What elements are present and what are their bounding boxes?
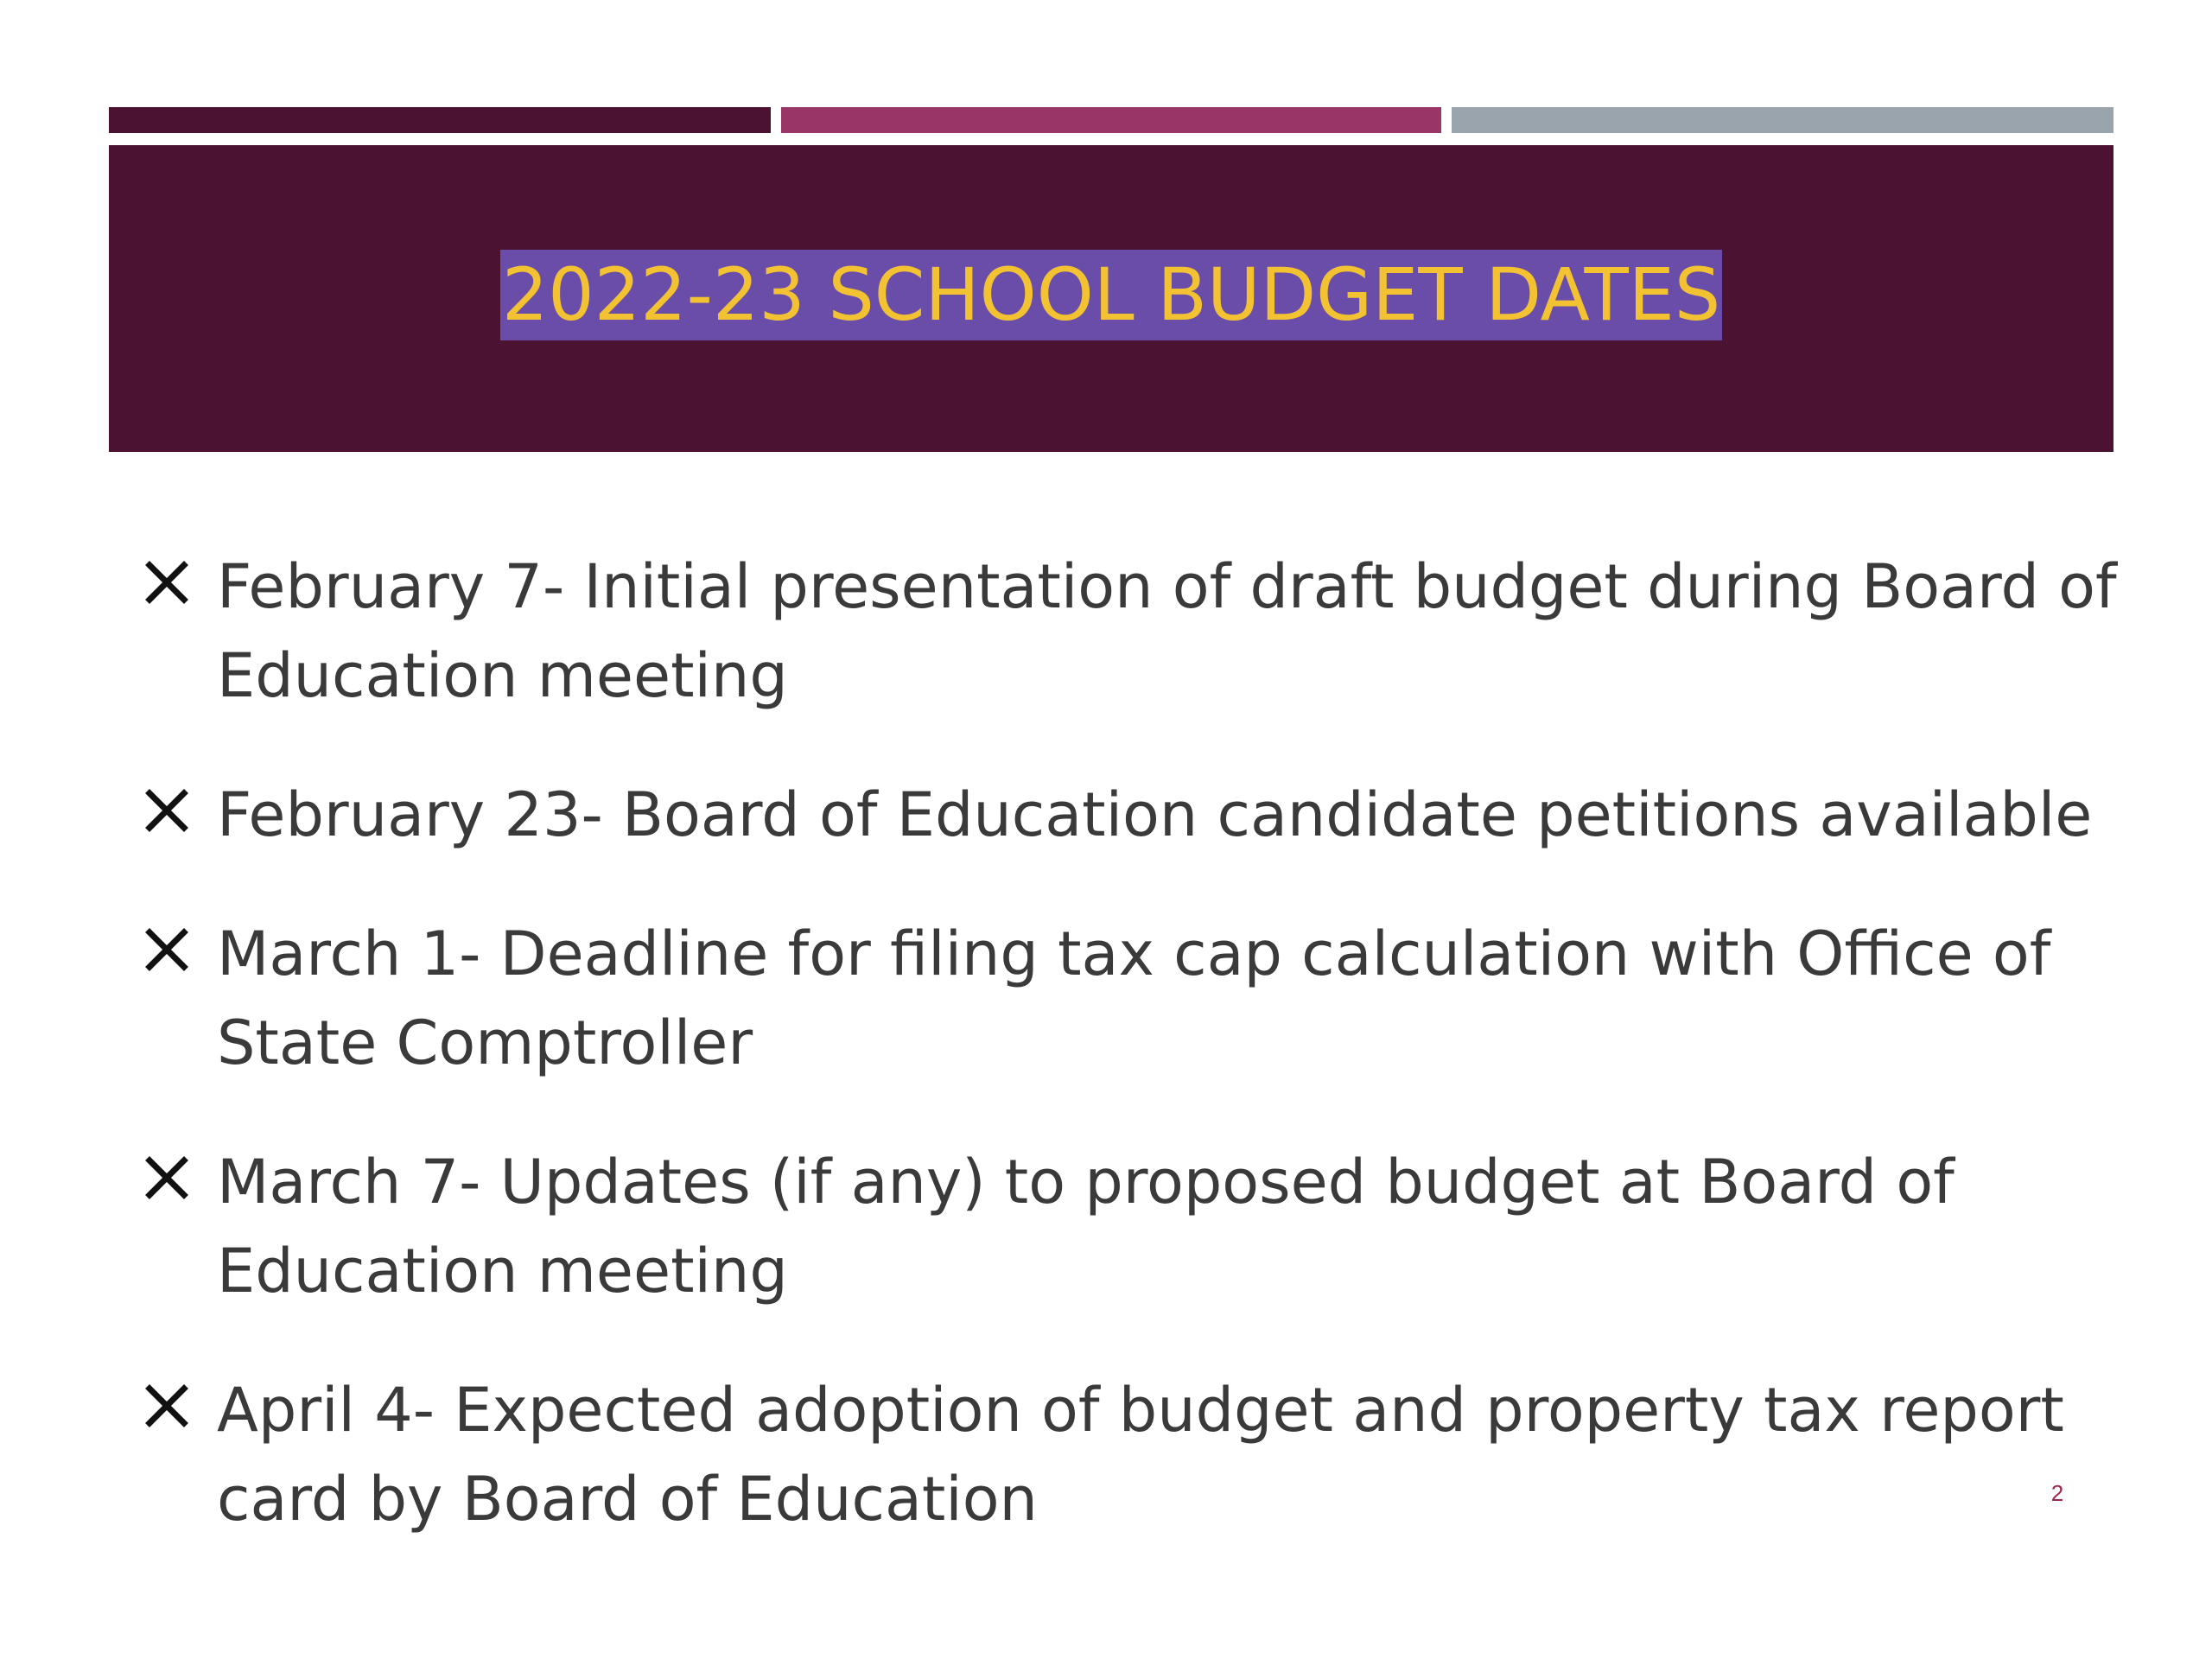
x-mark-icon (143, 543, 217, 607)
slide-title: 2022-23 SCHOOL BUDGET DATES (500, 250, 1722, 340)
accent-bar-gray (1452, 107, 2113, 133)
bullet-list (143, 543, 2121, 1594)
list-item (143, 910, 2121, 1088)
accent-bar-dark (109, 107, 771, 133)
bullet-text: March 1- Deadline for filing tax cap calculation with Office of State Comptroller (217, 918, 2051, 1078)
list-item (143, 771, 2121, 860)
list-item (143, 543, 2121, 721)
title-band (109, 145, 2113, 452)
bullet-text: April 4- Expected adoption of budget and property tax report card by Board of Education (217, 1375, 2064, 1535)
slide-number: 2 (2050, 1480, 2064, 1506)
list-item (143, 1366, 2121, 1544)
x-mark-icon (143, 771, 217, 835)
accent-bar-magenta (781, 107, 1441, 133)
bullet-text: February 7- Initial presentation of draft budget during Board of Education meeting (217, 551, 2117, 711)
bullet-text: March 7- Updates (if any) to proposed budget at Board of Education meeting (217, 1147, 1955, 1306)
x-mark-icon (143, 1366, 217, 1430)
bullet-text: February 23- Board of Education candidate petitions available (217, 779, 2093, 850)
list-item (143, 1138, 2121, 1316)
x-mark-icon (143, 910, 217, 974)
x-mark-icon (143, 1138, 217, 1202)
